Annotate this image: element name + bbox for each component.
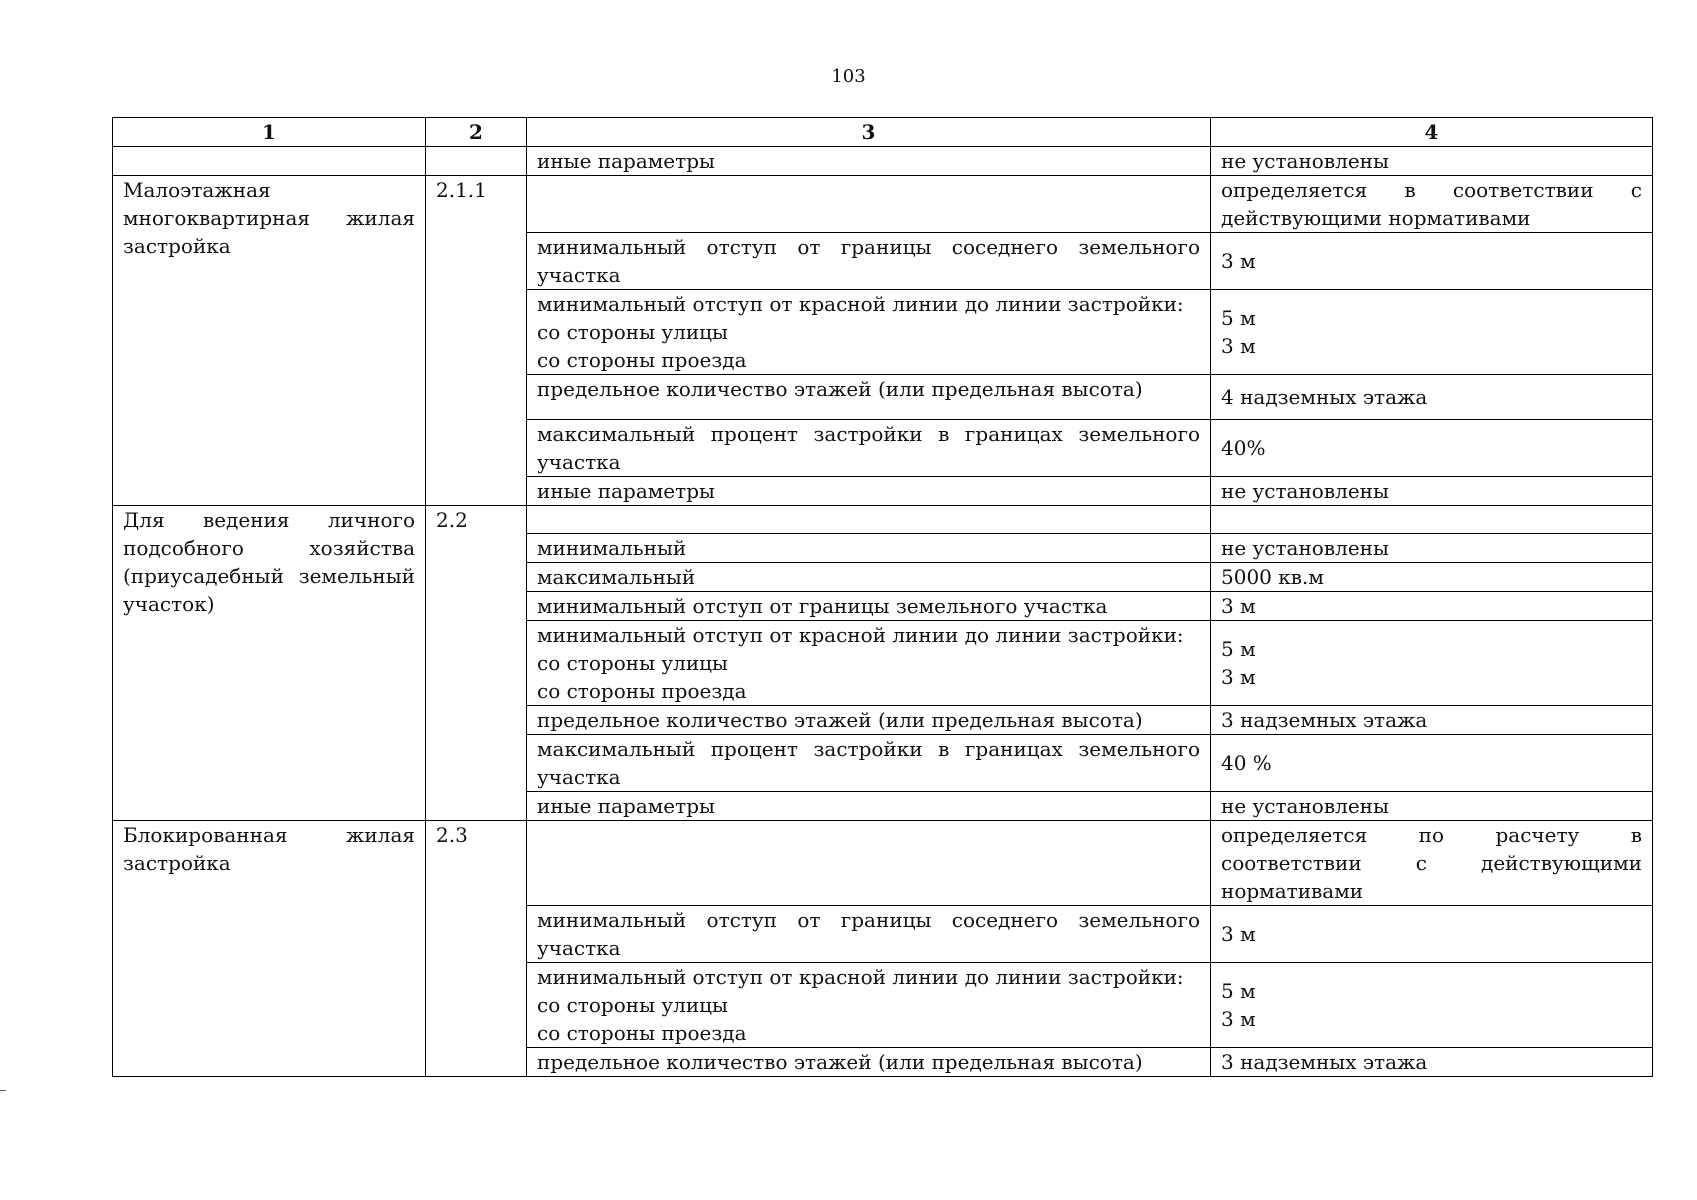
value-line: 5 м (1221, 979, 1256, 1003)
parameter-cell: минимальный отступ от границы земельного участка (527, 592, 1211, 621)
value-cell: 3 м (1211, 233, 1653, 290)
parameter-cell: минимальный отступ от границы соседнего земельного участка (527, 233, 1211, 290)
value-cell: 3 надземных этажа (1211, 1048, 1653, 1077)
code-cell: 2.2 (426, 506, 527, 821)
value-cell: не установлены (1211, 477, 1653, 506)
parameter-cell (527, 821, 1211, 906)
parameter-line: со стороны проезда (537, 348, 747, 372)
value-cell: 3 надземных этажа (1211, 706, 1653, 735)
value-cell (1211, 506, 1653, 534)
value-cell (1211, 290, 1653, 375)
parameter-cell (527, 963, 1211, 1048)
value-cell: 3 м (1211, 592, 1653, 621)
parameter-cell (527, 506, 1211, 534)
parameter-line: минимальный отступ от красной линии до линии застройки: (537, 292, 1184, 316)
parameter-cell: предельное количество этажей (или предельная высота) (527, 1048, 1211, 1077)
value-cell: не установлены (1211, 534, 1653, 563)
value-cell: 40% (1211, 420, 1653, 477)
parameter-cell: минимальный отступ от границы соседнего земельного участка (527, 906, 1211, 963)
parameter-line: со стороны проезда (537, 679, 747, 703)
value-cell (1211, 621, 1653, 706)
land-use-cell (113, 147, 426, 176)
value-cell (1211, 963, 1653, 1048)
value-cell: не установлены (1211, 792, 1653, 821)
land-use-cell: Для ведения личного подсобного хозяйства (приусадебный земельный участок) (113, 506, 426, 821)
code-cell: 2.3 (426, 821, 527, 1077)
table-row (113, 176, 1653, 233)
header-cell: 1 (113, 118, 426, 147)
parameter-cell: максимальный процент застройки в границах земельного участка (527, 420, 1211, 477)
value-cell: 4 надземных этажа (1211, 375, 1653, 420)
parameter-cell: максимальный (527, 563, 1211, 592)
land-use-cell: Малоэтажная многоквартирная жилая застройка (113, 176, 426, 506)
parameter-cell (527, 290, 1211, 375)
parameter-cell: предельное количество этажей (или предельная высота) (527, 375, 1211, 420)
parameter-cell: иные параметры (527, 792, 1211, 821)
value-line: 3 м (1221, 334, 1256, 358)
land-use-cell: Блокированная жилая застройка (113, 821, 426, 1077)
parameter-line: со стороны проезда (537, 1021, 747, 1045)
table-row (113, 506, 1653, 534)
header-cell: 3 (527, 118, 1211, 147)
value-line: 5 м (1221, 306, 1256, 330)
value-cell: 40 % (1211, 735, 1653, 792)
parameter-line: минимальный отступ от красной линии до линии застройки: (537, 623, 1184, 647)
parameter-cell: иные параметры (527, 477, 1211, 506)
parameter-line: со стороны улицы (537, 651, 728, 675)
margin-mark (0, 1090, 6, 1091)
parameter-cell: предельное количество этажей (или предельная высота) (527, 706, 1211, 735)
value-line: 3 м (1221, 665, 1256, 689)
value-cell: 5000 кв.м (1211, 563, 1653, 592)
header-cell: 4 (1211, 118, 1653, 147)
parameter-line: со стороны улицы (537, 320, 728, 344)
parameter-cell: максимальный процент застройки в границах земельного участка (527, 735, 1211, 792)
code-cell: 2.1.1 (426, 176, 527, 506)
parameter-cell: минимальный (527, 534, 1211, 563)
parameter-cell (527, 176, 1211, 233)
value-line: 3 м (1221, 1007, 1256, 1031)
parameter-line: минимальный отступ от красной линии до линии застройки: (537, 965, 1184, 989)
parameter-cell: иные параметры (527, 147, 1211, 176)
value-line: 5 м (1221, 637, 1256, 661)
parameter-line: со стороны улицы (537, 993, 728, 1017)
table-row (113, 821, 1653, 906)
header-cell: 2 (426, 118, 527, 147)
value-cell: не установлены (1211, 147, 1653, 176)
regulations-table (112, 117, 1653, 1077)
page-number: 103 (831, 66, 866, 87)
value-cell: определяется в соответствии с действующими нормативами (1211, 176, 1653, 233)
header-row (113, 118, 1653, 147)
parameter-cell (527, 621, 1211, 706)
table-row (113, 147, 1653, 176)
value-cell: 3 м (1211, 906, 1653, 963)
value-cell: определяется по расчету в соответствии с действующими нормативами (1211, 821, 1653, 906)
code-cell (426, 147, 527, 176)
